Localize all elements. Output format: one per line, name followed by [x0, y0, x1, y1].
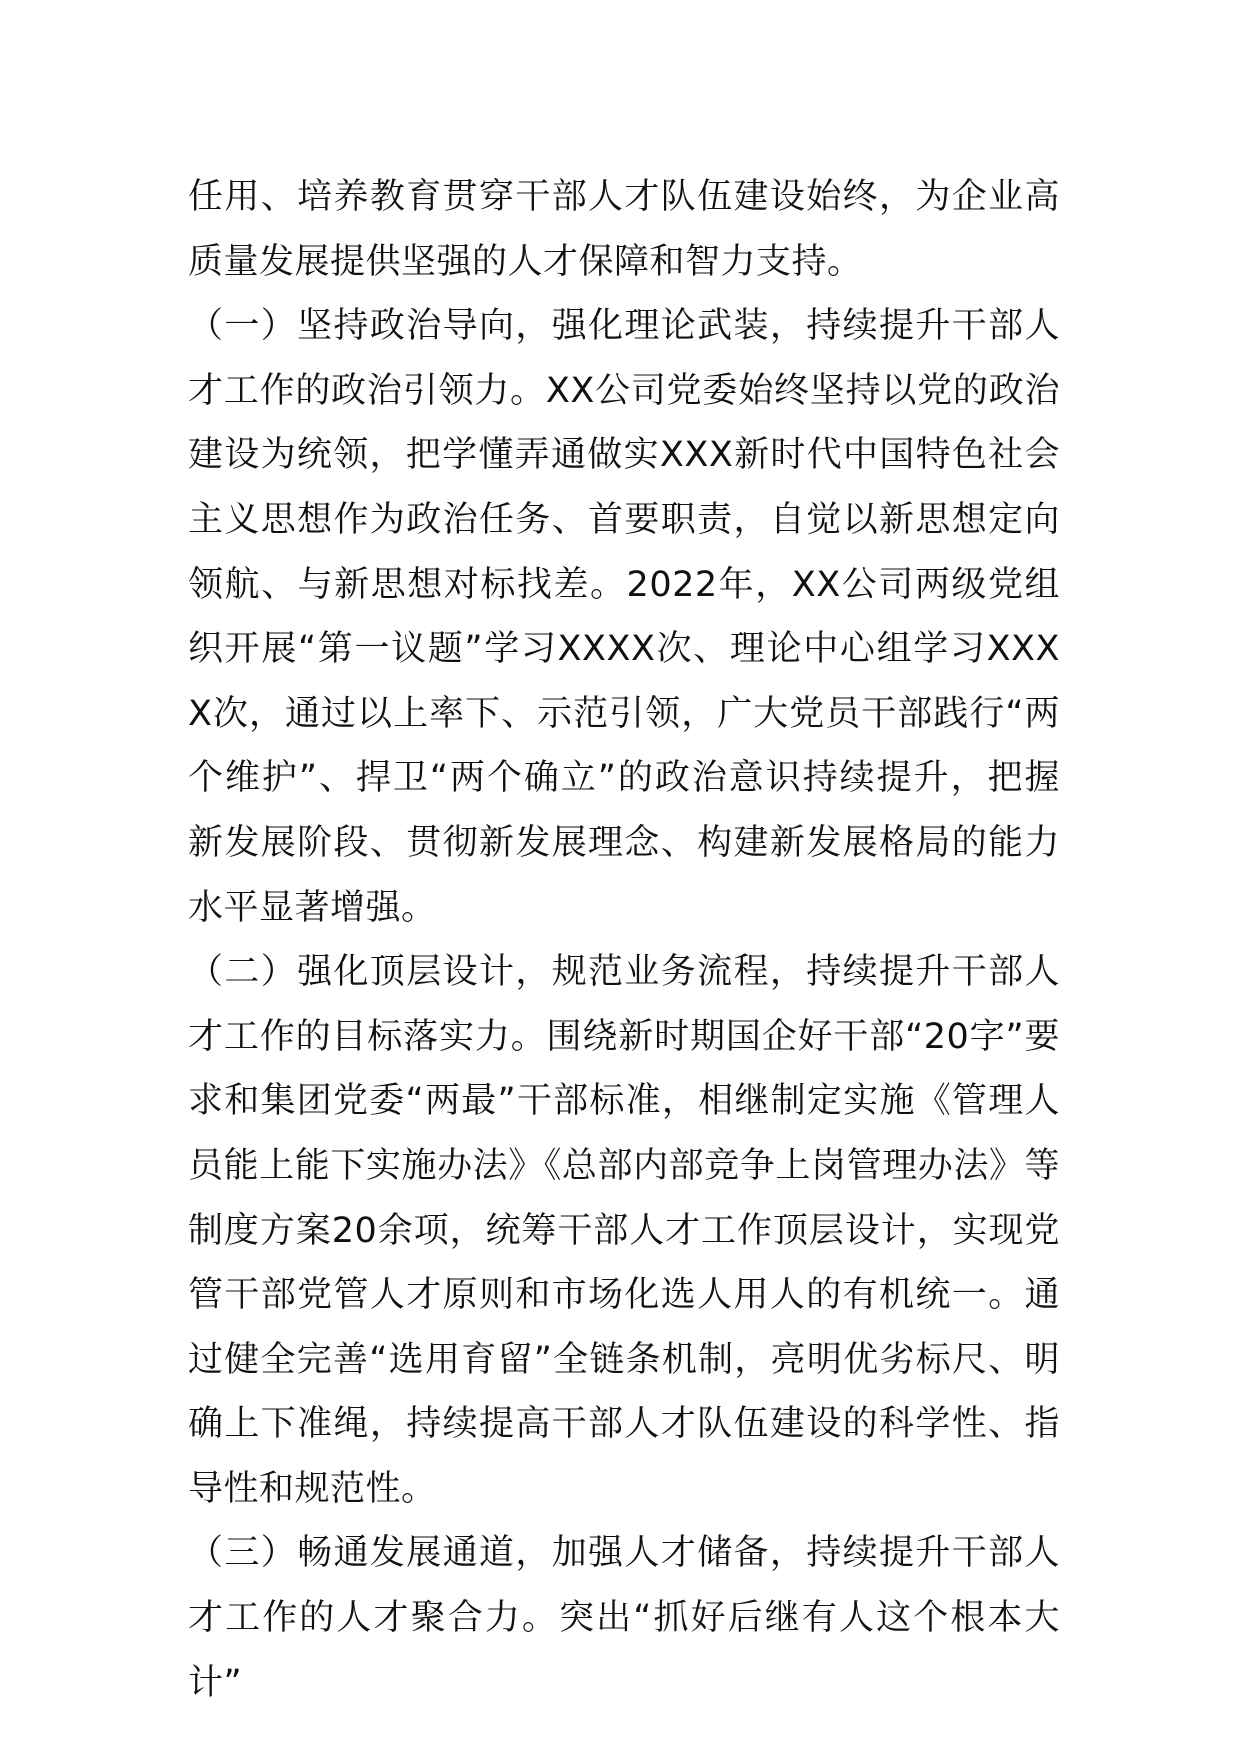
paragraph-section-2: （二）强化顶层设计，规范业务流程，持续提升干部人才工作的目标落实力。围绕新时期国企好干部“20字”要求和集团党委“两最”干部标准，相继制定实施《管理人员能上能下实施办法》《总部内部竞争上岗管理办法》等制度方案20余项，统筹干部人才工作顶层设计，实现党管干部党管人才原则和市场化选人用人的有机统一。通过健全完善“选用育留”全链条机制，亮明优劣标尺、明确上下准绳，持续提高干部人才队伍建设的科学性、指导性和规范性。 — [188, 952, 1060, 1509]
paragraph-section-3: （三）畅通发展通道，加强人才储备，持续提升干部人才工作的人才聚合力。突出“抓好后继有人这个根本大计” — [188, 1533, 1060, 1703]
paragraph-intro-continuation: 任用、培养教育贯穿干部人才队伍建设始终，为企业高质量发展提供坚强的人才保障和智力支持。 — [188, 177, 1060, 282]
document-body — [188, 165, 1060, 1715]
paragraph-section-1: （一）坚持政治导向，强化理论武装，持续提升干部人才工作的政治引领力。XX公司党委始终坚持以党的政治建设为统领，把学懂弄通做实XXX新时代中国特色社会主义思想作为政治任务、首要职责，自觉以新思想定向领航、与新思想对标找差。2022年，XX公司两级党组织开展“第一议题”学习XXXX次、理论中心组学习XXXX次，通过以上率下、示范引领，广大党员干部践行“两个维护”、捍卫“两个确立”的政治意识持续提升，把握新发展阶段、贯彻新发展理念、构建新发展格局的能力水平显著增强。 — [188, 306, 1060, 928]
